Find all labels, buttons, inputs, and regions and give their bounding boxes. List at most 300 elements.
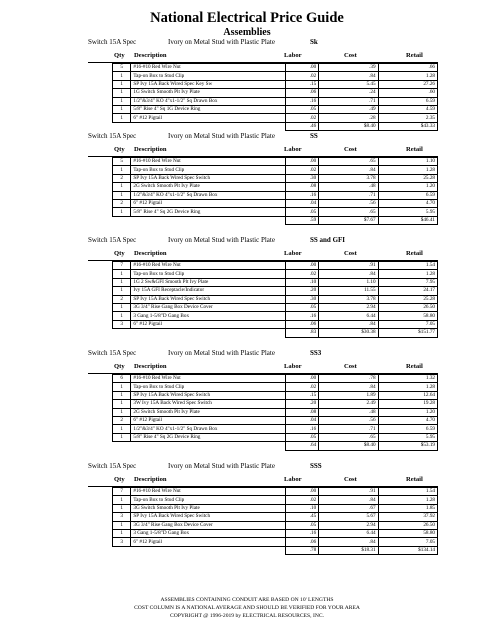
total-cost: $18.31 xyxy=(319,546,378,554)
cell-cost: .84 xyxy=(319,166,378,174)
header-cost: Cost xyxy=(344,476,357,483)
cell-description: 1/2"&3/4" KO 4"x1-1/2" Sq Drawn Box xyxy=(131,425,285,433)
cell-qty: 7 xyxy=(113,262,131,270)
table-row xyxy=(113,208,438,216)
table-row xyxy=(113,383,438,391)
cell-labor: .20 xyxy=(285,287,318,295)
cell-qty: 1 xyxy=(113,183,131,191)
cell-description: SP Ivy 15A Back Wired Spec Switch xyxy=(131,513,285,521)
cell-description: #16-#10 Red Wire Nut xyxy=(131,375,285,383)
table-row xyxy=(113,312,438,320)
header-qty: Qty xyxy=(114,146,125,153)
cell-cost: .49 xyxy=(319,105,378,113)
assembly-section xyxy=(88,130,438,225)
cell-description: 5/8" Rise 4" Sq 1G Device Ring xyxy=(131,105,285,113)
assembly-table xyxy=(112,487,438,555)
header-retail: Retail xyxy=(406,250,423,257)
header-cost: Cost xyxy=(344,250,357,257)
cell-labor: .00 xyxy=(285,375,318,383)
header-cost: Cost xyxy=(344,146,357,153)
cell-empty xyxy=(113,216,131,224)
table-row xyxy=(113,375,438,383)
cell-labor: .02 xyxy=(285,270,318,278)
cell-labor: .16 xyxy=(285,191,318,199)
cell-cost: 1.10 xyxy=(319,278,378,286)
table-row xyxy=(113,400,438,408)
footer-line: ASSEMBLIES CONTAINING CONDUIT ARE BASED ON 10' LENGTHS xyxy=(160,597,334,603)
total-labor: .78 xyxy=(285,546,318,554)
total-row xyxy=(113,442,438,450)
cell-retail: 26.50 xyxy=(378,521,437,529)
cell-cost: .28 xyxy=(319,114,378,122)
table-row xyxy=(113,287,438,295)
cell-description: 1G Switch Smooth Plt Ivy Plate xyxy=(131,89,285,97)
assembly-table xyxy=(112,157,438,225)
total-row xyxy=(113,216,438,224)
header-qty: Qty xyxy=(114,476,125,483)
header-cost: Cost xyxy=(344,363,357,370)
spec-label: Switch 15A Spec xyxy=(88,462,137,470)
cell-retail: .66 xyxy=(378,64,437,72)
cell-retail: 5.95 xyxy=(378,208,437,216)
cell-qty: 1 xyxy=(113,278,131,286)
mount-label: Ivory on Metal Stud with Plastic Plate xyxy=(168,38,275,46)
assembly-table xyxy=(112,261,438,338)
total-labor: .59 xyxy=(285,216,318,224)
table-row xyxy=(113,496,438,504)
mount-label: Ivory on Metal Stud with Plastic Plate xyxy=(168,349,275,357)
page-title: National Electrical Price Guide xyxy=(150,10,344,26)
table-row xyxy=(113,408,438,416)
assembly-code: SS3 xyxy=(310,349,322,357)
cell-description: Tap-on Box to Stud Clip xyxy=(131,72,285,80)
header-qty: Qty xyxy=(114,52,125,59)
cell-cost: 1.89 xyxy=(319,391,378,399)
cell-description: Tap-on Box to Stud Clip xyxy=(131,383,285,391)
total-labor: .64 xyxy=(285,442,318,450)
cell-labor: .15 xyxy=(285,391,318,399)
section-spec-line xyxy=(88,130,438,142)
cell-qty: 1 xyxy=(113,433,131,441)
cell-description: 2G Switch Smooth Plt Ivy Plate xyxy=(131,408,285,416)
cell-retail: 37.92 xyxy=(378,513,437,521)
table-row xyxy=(113,72,438,80)
cell-labor: .05 xyxy=(285,433,318,441)
mount-label: Ivory on Metal Stud with Plastic Plate xyxy=(168,236,275,244)
cell-cost: .91 xyxy=(319,488,378,496)
cell-qty: 1 xyxy=(113,89,131,97)
section-spec-line xyxy=(88,460,438,472)
cell-qty: 1 xyxy=(113,303,131,311)
cell-qty: 1 xyxy=(113,166,131,174)
cell-retail: 24.17 xyxy=(378,287,437,295)
assembly-table xyxy=(112,374,438,451)
table-row xyxy=(113,97,438,105)
cell-qty: 1 xyxy=(113,287,131,295)
cell-labor: .02 xyxy=(285,166,318,174)
table-header xyxy=(88,475,438,487)
table-row xyxy=(113,513,438,521)
table-row xyxy=(113,199,438,207)
total-retail: $53.19 xyxy=(378,442,437,450)
table-header xyxy=(88,51,438,63)
assembly-section xyxy=(88,234,438,338)
cell-qty: 1 xyxy=(113,504,131,512)
cell-description: 6" #12 Pigtail xyxy=(131,538,285,546)
cell-labor: .05 xyxy=(285,303,318,311)
cell-labor: .16 xyxy=(285,312,318,320)
cell-empty xyxy=(113,442,131,450)
cell-retail: 1.32 xyxy=(378,375,437,383)
cell-description: SP Ivy 15A Back Wired Spec Switch xyxy=(131,295,285,303)
cell-qty: 1 xyxy=(113,383,131,391)
cell-labor: .04 xyxy=(285,199,318,207)
cell-labor: .08 xyxy=(285,408,318,416)
cell-cost: .71 xyxy=(319,97,378,105)
cell-cost: .78 xyxy=(319,375,378,383)
cell-qty: 1 xyxy=(113,208,131,216)
cell-qty: 3 xyxy=(113,320,131,328)
cell-labor: .06 xyxy=(285,538,318,546)
cell-qty: 2 xyxy=(113,416,131,424)
total-cost: $8.40 xyxy=(319,442,378,450)
cell-qty: 1 xyxy=(113,529,131,537)
table-row xyxy=(113,105,438,113)
cell-description: SP Ivy 15A Back Wired Spec Switch xyxy=(131,391,285,399)
table-row xyxy=(113,320,438,328)
cell-description: #16-#10 Red Wire Nut xyxy=(131,262,285,270)
total-row xyxy=(113,546,438,554)
assembly-table xyxy=(112,63,438,131)
cell-qty: 1 xyxy=(113,391,131,399)
cell-labor: .05 xyxy=(285,208,318,216)
cell-retail: 19.28 xyxy=(378,400,437,408)
cell-labor: .08 xyxy=(285,183,318,191)
spec-label: Switch 15A Spec xyxy=(88,38,137,46)
cell-labor: .05 xyxy=(285,105,318,113)
table-row xyxy=(113,425,438,433)
cell-cost: .56 xyxy=(319,416,378,424)
cell-description: 3 Gang 1-5/8"D Gang Box xyxy=(131,529,285,537)
cell-labor: .00 xyxy=(285,488,318,496)
cell-description: 3G Switch Smooth Plt Ivy Plate xyxy=(131,504,285,512)
cell-empty xyxy=(131,216,285,224)
cell-description: Tap-on Box to Stud Clip xyxy=(131,166,285,174)
cell-cost: 2.94 xyxy=(319,521,378,529)
cell-description: 6" #12 Pigtail xyxy=(131,416,285,424)
cell-labor: .02 xyxy=(285,72,318,80)
header-labor: Labor xyxy=(284,476,302,483)
cell-description: 1G 2 Sw&GFI Smooth Plt Ivy Plate xyxy=(131,278,285,286)
table-row xyxy=(113,529,438,537)
cell-description: 1/2"&3/4" KO 4"x1-1/2" Sq Drawn Box xyxy=(131,191,285,199)
cell-cost: .48 xyxy=(319,408,378,416)
table-row xyxy=(113,488,438,496)
total-retail: $134.14 xyxy=(378,546,437,554)
cell-retail: 12.64 xyxy=(378,391,437,399)
cell-description: 2G Switch Smooth Plt Ivy Plate xyxy=(131,183,285,191)
cell-cost: .71 xyxy=(319,425,378,433)
assembly-section xyxy=(88,460,438,555)
cell-labor: .02 xyxy=(285,496,318,504)
cell-retail: 1.54 xyxy=(378,262,437,270)
cell-retail: 1.54 xyxy=(378,488,437,496)
cell-qty: 2 xyxy=(113,295,131,303)
total-cost: $30.38 xyxy=(319,329,378,337)
cell-description: 6" #12 Pigtail xyxy=(131,114,285,122)
cell-empty xyxy=(131,546,285,554)
cell-description: #16-#10 Red Wire Nut xyxy=(131,64,285,72)
cell-retail: 1.20 xyxy=(378,183,437,191)
cell-retail: 4.70 xyxy=(378,199,437,207)
header-retail: Retail xyxy=(406,363,423,370)
table-row xyxy=(113,114,438,122)
table-row xyxy=(113,538,438,546)
section-spec-line xyxy=(88,234,438,246)
spec-label: Switch 15A Spec xyxy=(88,236,137,244)
table-row xyxy=(113,64,438,72)
cell-labor: .04 xyxy=(285,416,318,424)
total-retail: $151.77 xyxy=(378,329,437,337)
table-row xyxy=(113,303,438,311)
cell-cost: .84 xyxy=(319,270,378,278)
cell-description: 6" #12 Pigtail xyxy=(131,199,285,207)
cell-description: 3 Gang 1-5/8"D Gang Box xyxy=(131,312,285,320)
cell-cost: 3.78 xyxy=(319,295,378,303)
table-row xyxy=(113,295,438,303)
cell-description: SP Ivy 15A Back Wired Spec Key Sw xyxy=(131,80,285,88)
cell-retail: 2.35 xyxy=(378,114,437,122)
table-header xyxy=(88,145,438,157)
cell-cost: 2.49 xyxy=(319,400,378,408)
cell-description: #16-#10 Red Wire Nut xyxy=(131,488,285,496)
cell-qty: 1 xyxy=(113,114,131,122)
cell-qty: 5 xyxy=(113,158,131,166)
header-description: Description xyxy=(134,363,167,370)
cell-qty: 1 xyxy=(113,425,131,433)
cell-cost: .84 xyxy=(319,72,378,80)
header-retail: Retail xyxy=(406,146,423,153)
assembly-code: Sk xyxy=(310,38,318,46)
cell-retail: 1.85 xyxy=(378,504,437,512)
cell-qty: 1 xyxy=(113,270,131,278)
cell-empty xyxy=(113,546,131,554)
cell-qty: 6 xyxy=(113,375,131,383)
header-qty: Qty xyxy=(114,250,125,257)
cell-qty: 1 xyxy=(113,496,131,504)
table-row xyxy=(113,433,438,441)
cell-cost: 11.55 xyxy=(319,287,378,295)
total-labor: .46 xyxy=(285,122,318,130)
cell-empty xyxy=(113,329,131,337)
assembly-section xyxy=(88,347,438,451)
cell-labor: .02 xyxy=(285,114,318,122)
total-retail: $43.33 xyxy=(378,122,437,130)
header-labor: Labor xyxy=(284,52,302,59)
cell-labor: .30 xyxy=(285,295,318,303)
table-row xyxy=(113,183,438,191)
cell-description: 5/8" Rise 4" Sq 2G Device Ring xyxy=(131,433,285,441)
cell-cost: .48 xyxy=(319,183,378,191)
cell-labor: .06 xyxy=(285,320,318,328)
cell-qty: 1 xyxy=(113,80,131,88)
cell-qty: 2 xyxy=(113,174,131,182)
cell-cost: .67 xyxy=(319,504,378,512)
cell-labor: .00 xyxy=(285,262,318,270)
cell-description: Tap-on Box to Stud Clip xyxy=(131,270,285,278)
cell-description: SP Ivy 15A Back Wired Spec Switch xyxy=(131,174,285,182)
cell-labor: .02 xyxy=(285,383,318,391)
cell-retail: 58.80 xyxy=(378,312,437,320)
cell-labor: .05 xyxy=(285,521,318,529)
header-description: Description xyxy=(134,52,167,59)
cell-qty: 2 xyxy=(113,199,131,207)
mount-label: Ivory on Metal Stud with Plastic Plate xyxy=(168,132,275,140)
mount-label: Ivory on Metal Stud with Plastic Plate xyxy=(168,462,275,470)
total-row xyxy=(113,329,438,337)
cell-cost: 6.44 xyxy=(319,312,378,320)
cell-description: 3G 3/4" Rise Gang Box Device Cover xyxy=(131,303,285,311)
cell-retail: .60 xyxy=(378,89,437,97)
cell-cost: .71 xyxy=(319,191,378,199)
cell-qty: 1 xyxy=(113,97,131,105)
cell-labor: .45 xyxy=(285,513,318,521)
cell-cost: 3.78 xyxy=(319,174,378,182)
cell-retail: 4.59 xyxy=(378,105,437,113)
cell-description: 1/2"&3/4" KO 4"x1-1/2" Sq Drawn Box xyxy=(131,97,285,105)
cell-cost: .65 xyxy=(319,208,378,216)
cell-labor: .16 xyxy=(285,425,318,433)
cell-retail: 1.10 xyxy=(378,158,437,166)
cell-qty: 1 xyxy=(113,312,131,320)
table-row xyxy=(113,278,438,286)
cell-qty: 7 xyxy=(113,488,131,496)
cell-description: Tap-on Box to Stud Clip xyxy=(131,496,285,504)
total-cost: $7.67 xyxy=(319,216,378,224)
header-labor: Labor xyxy=(284,250,302,257)
cell-cost: .84 xyxy=(319,383,378,391)
cell-retail: 7.95 xyxy=(378,278,437,286)
cell-retail: 1.20 xyxy=(378,408,437,416)
cell-qty: 1 xyxy=(113,408,131,416)
table-row xyxy=(113,504,438,512)
section-spec-line xyxy=(88,347,438,359)
cell-description: 6" #12 Pigtail xyxy=(131,320,285,328)
cell-empty xyxy=(131,442,285,450)
table-header xyxy=(88,362,438,374)
cell-retail: 7.05 xyxy=(378,320,437,328)
cell-qty: 1 xyxy=(113,400,131,408)
cell-retail: 1.28 xyxy=(378,496,437,504)
header-qty: Qty xyxy=(114,363,125,370)
table-row xyxy=(113,521,438,529)
cell-qty: 3 xyxy=(113,538,131,546)
assembly-code: SS xyxy=(310,132,318,140)
table-row xyxy=(113,270,438,278)
cell-cost: .91 xyxy=(319,262,378,270)
cell-qty: 5 xyxy=(113,64,131,72)
assembly-code: SS and GFI xyxy=(310,236,346,244)
table-row xyxy=(113,158,438,166)
cell-retail: 27.26 xyxy=(378,80,437,88)
total-retail: $46.41 xyxy=(378,216,437,224)
table-row xyxy=(113,416,438,424)
cell-retail: 1.28 xyxy=(378,72,437,80)
cell-retail: 7.05 xyxy=(378,538,437,546)
cell-cost: .24 xyxy=(319,89,378,97)
cell-labor: .00 xyxy=(285,158,318,166)
cell-retail: 1.28 xyxy=(378,383,437,391)
cell-cost: 5.45 xyxy=(319,80,378,88)
page-subtitle: Assemblies xyxy=(223,27,271,38)
cell-labor: .10 xyxy=(285,504,318,512)
cell-cost: .84 xyxy=(319,496,378,504)
cell-retail: 4.70 xyxy=(378,416,437,424)
cell-cost: .56 xyxy=(319,199,378,207)
cell-retail: 26.50 xyxy=(378,303,437,311)
cell-description: #16-#10 Red Wire Nut xyxy=(131,158,285,166)
header-description: Description xyxy=(134,146,167,153)
cell-description: 3W Ivy 15A Back Wired Spec Switch xyxy=(131,400,285,408)
cell-cost: .65 xyxy=(319,433,378,441)
cell-qty: 1 xyxy=(113,521,131,529)
cell-labor: .00 xyxy=(285,64,318,72)
cell-retail: 25.28 xyxy=(378,295,437,303)
cell-description: 5/8" Rise 4" Sq 2G Device Ring xyxy=(131,208,285,216)
cell-labor: .06 xyxy=(285,89,318,97)
cell-qty: 3 xyxy=(113,513,131,521)
cell-description: Ivy 15A GFI Receptacle/Indicator xyxy=(131,287,285,295)
cell-cost: .84 xyxy=(319,538,378,546)
cell-labor: .10 xyxy=(285,278,318,286)
footer-line: COPYRIGHT @ 1996-2019 by ELECTRICAL RESOURCES, INC. xyxy=(169,613,324,619)
cell-cost: 5.67 xyxy=(319,513,378,521)
header-labor: Labor xyxy=(284,146,302,153)
cell-cost: .65 xyxy=(319,158,378,166)
header-description: Description xyxy=(134,476,167,483)
table-row xyxy=(113,80,438,88)
table-row xyxy=(113,174,438,182)
cell-labor: .16 xyxy=(285,529,318,537)
header-cost: Cost xyxy=(344,52,357,59)
cell-retail: 6.59 xyxy=(378,191,437,199)
cell-cost: .84 xyxy=(319,320,378,328)
table-row xyxy=(113,262,438,270)
table-header xyxy=(88,249,438,261)
header-retail: Retail xyxy=(406,476,423,483)
table-row xyxy=(113,191,438,199)
cell-cost: 6.44 xyxy=(319,529,378,537)
assembly-code: SSS xyxy=(310,462,322,470)
spec-label: Switch 15A Spec xyxy=(88,349,137,357)
footer-line: COST COLUMN IS A NATIONAL AVERAGE AND SHOULD BE VERIFIED FOR YOUR AREA xyxy=(134,605,360,611)
cell-labor: .16 xyxy=(285,97,318,105)
cell-description: 3G 3/4" Rise Gang Box Device Cover xyxy=(131,521,285,529)
cell-qty: 1 xyxy=(113,191,131,199)
section-spec-line xyxy=(88,36,438,48)
cell-retail: 58.80 xyxy=(378,529,437,537)
cell-cost: 2.94 xyxy=(319,303,378,311)
cell-retail: 6.59 xyxy=(378,97,437,105)
header-labor: Labor xyxy=(284,363,302,370)
cell-empty xyxy=(131,329,285,337)
cell-retail: 1.28 xyxy=(378,166,437,174)
cell-labor: .20 xyxy=(285,400,318,408)
cell-retail: 5.95 xyxy=(378,433,437,441)
cell-labor: .15 xyxy=(285,80,318,88)
cell-qty: 1 xyxy=(113,72,131,80)
cell-cost: .39 xyxy=(319,64,378,72)
